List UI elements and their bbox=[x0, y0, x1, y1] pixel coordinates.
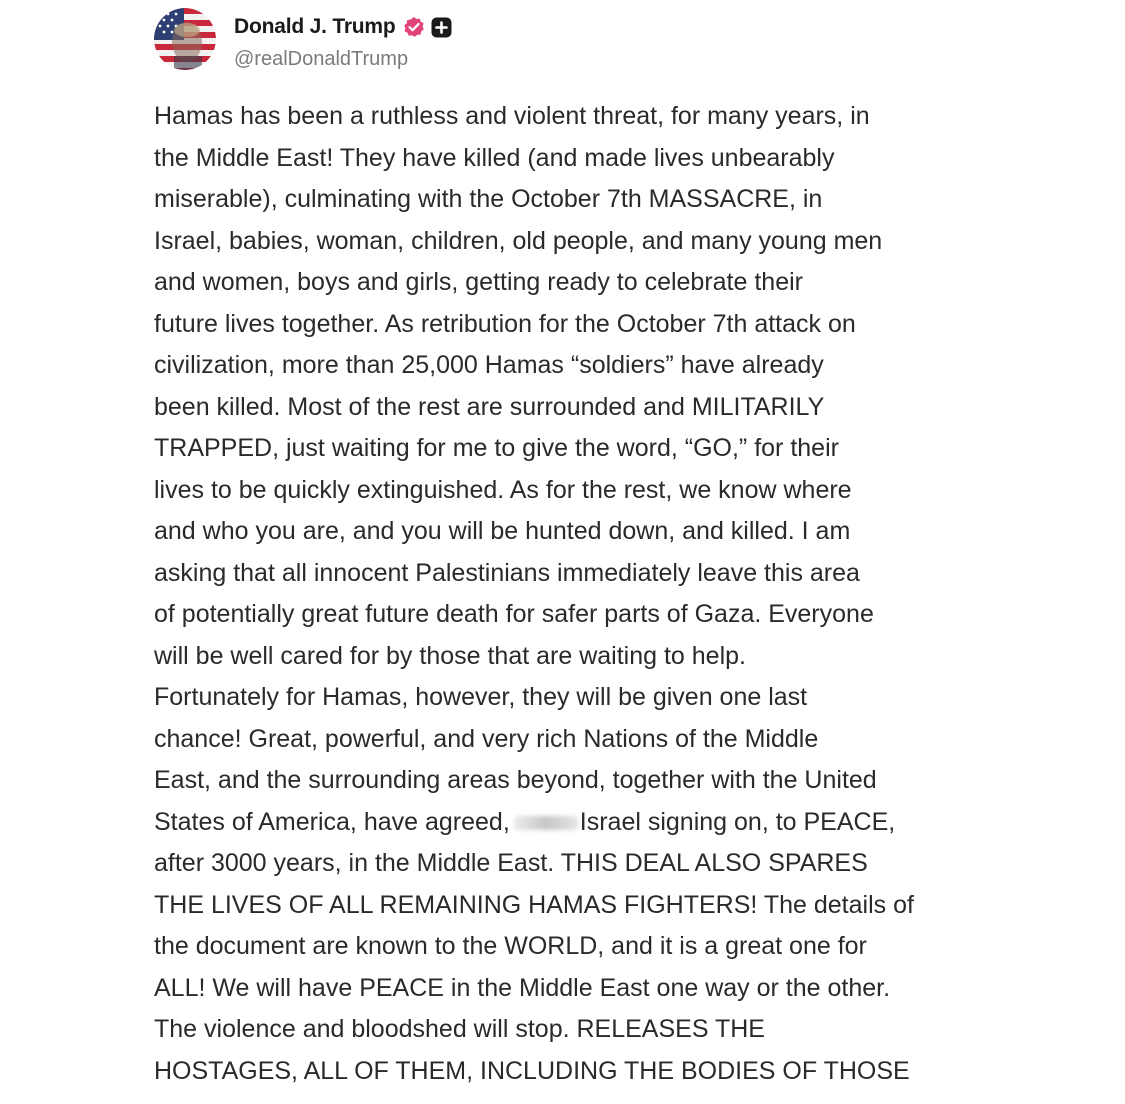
avatar[interactable] bbox=[154, 8, 216, 70]
post-line-redacted bbox=[154, 802, 1034, 844]
post-line: miserable), culminating with the October 7th MASSACRE, in bbox=[154, 185, 823, 213]
redacted-line-after: Israel signing on, to PEACE, bbox=[579, 807, 896, 836]
avatar-flag-portrait-icon bbox=[154, 8, 216, 70]
post-line: been killed. Most of the rest are surrounded and MILITARILY bbox=[154, 392, 825, 421]
post-line: and women, boys and girls, getting ready to celebrate their bbox=[154, 268, 803, 296]
post-line: HOSTAGES, ALL OF THEM, INCLUDING THE BODIES OF THOSE bbox=[154, 1056, 910, 1085]
post-line: and who you are, and you will be hunted down, and killed. I am bbox=[154, 517, 851, 545]
post-line: of potentially great future death for safer parts of Gaza. Everyone bbox=[154, 600, 874, 628]
post-line: will be well cared for by those that are waiting to help. bbox=[154, 641, 746, 670]
post-line: civilization, more than 25,000 Hamas “soldiers” have already bbox=[154, 351, 824, 379]
post-line: chance! Great, powerful, and very rich Nations of the Middle bbox=[154, 724, 819, 753]
verified-badge-icon bbox=[403, 16, 425, 38]
post-line: the Middle East! They have killed (and made lives unbearably bbox=[154, 143, 835, 172]
post-line: Israel, babies, woman, children, old people, and many young men bbox=[154, 226, 883, 255]
post-line: Hamas has been a ruthless and violent threat, for many years, in bbox=[154, 102, 870, 130]
post-line: asking that all innocent Palestinians immediately leave this area bbox=[154, 558, 860, 587]
author-handle[interactable]: @realDonaldTrump bbox=[234, 48, 409, 70]
post-line: TRAPPED, just waiting for me to give the word, “GO,” for their bbox=[154, 434, 839, 462]
display-name[interactable]: Donald J. Trump bbox=[234, 15, 396, 38]
post-line: lives to be quickly extinguished. As for the rest, we know where bbox=[154, 475, 852, 504]
post-line: THE LIVES OF ALL REMAINING HAMAS FIGHTERS! The details of bbox=[154, 890, 914, 919]
post-line: future lives together. As retribution for the October 7th attack on bbox=[154, 309, 856, 338]
post-line: the document are known to the WORLD, and it is a great one for bbox=[154, 932, 867, 960]
post-line: East, and the surrounding areas beyond, together with the United bbox=[154, 766, 877, 794]
post-line: ALL! We will have PEACE in the Middle East one way or the other. bbox=[154, 973, 891, 1002]
post-line: after 3000 years, in the Middle East. THIS DEAL ALSO SPARES bbox=[154, 849, 868, 877]
post-line: Fortunately for Hamas, however, they will be given one last bbox=[154, 683, 808, 711]
author-identity bbox=[234, 8, 452, 71]
post-line: The violence and bloodshed will stop. RELEASES THE bbox=[154, 1015, 765, 1043]
post-header bbox=[154, 8, 452, 74]
redacted-line-before: States of America, have agreed, bbox=[154, 807, 510, 836]
name-row bbox=[234, 14, 452, 40]
post-body bbox=[154, 96, 1034, 1092]
redaction-blur bbox=[514, 816, 578, 830]
plus-badge-icon bbox=[431, 17, 452, 38]
